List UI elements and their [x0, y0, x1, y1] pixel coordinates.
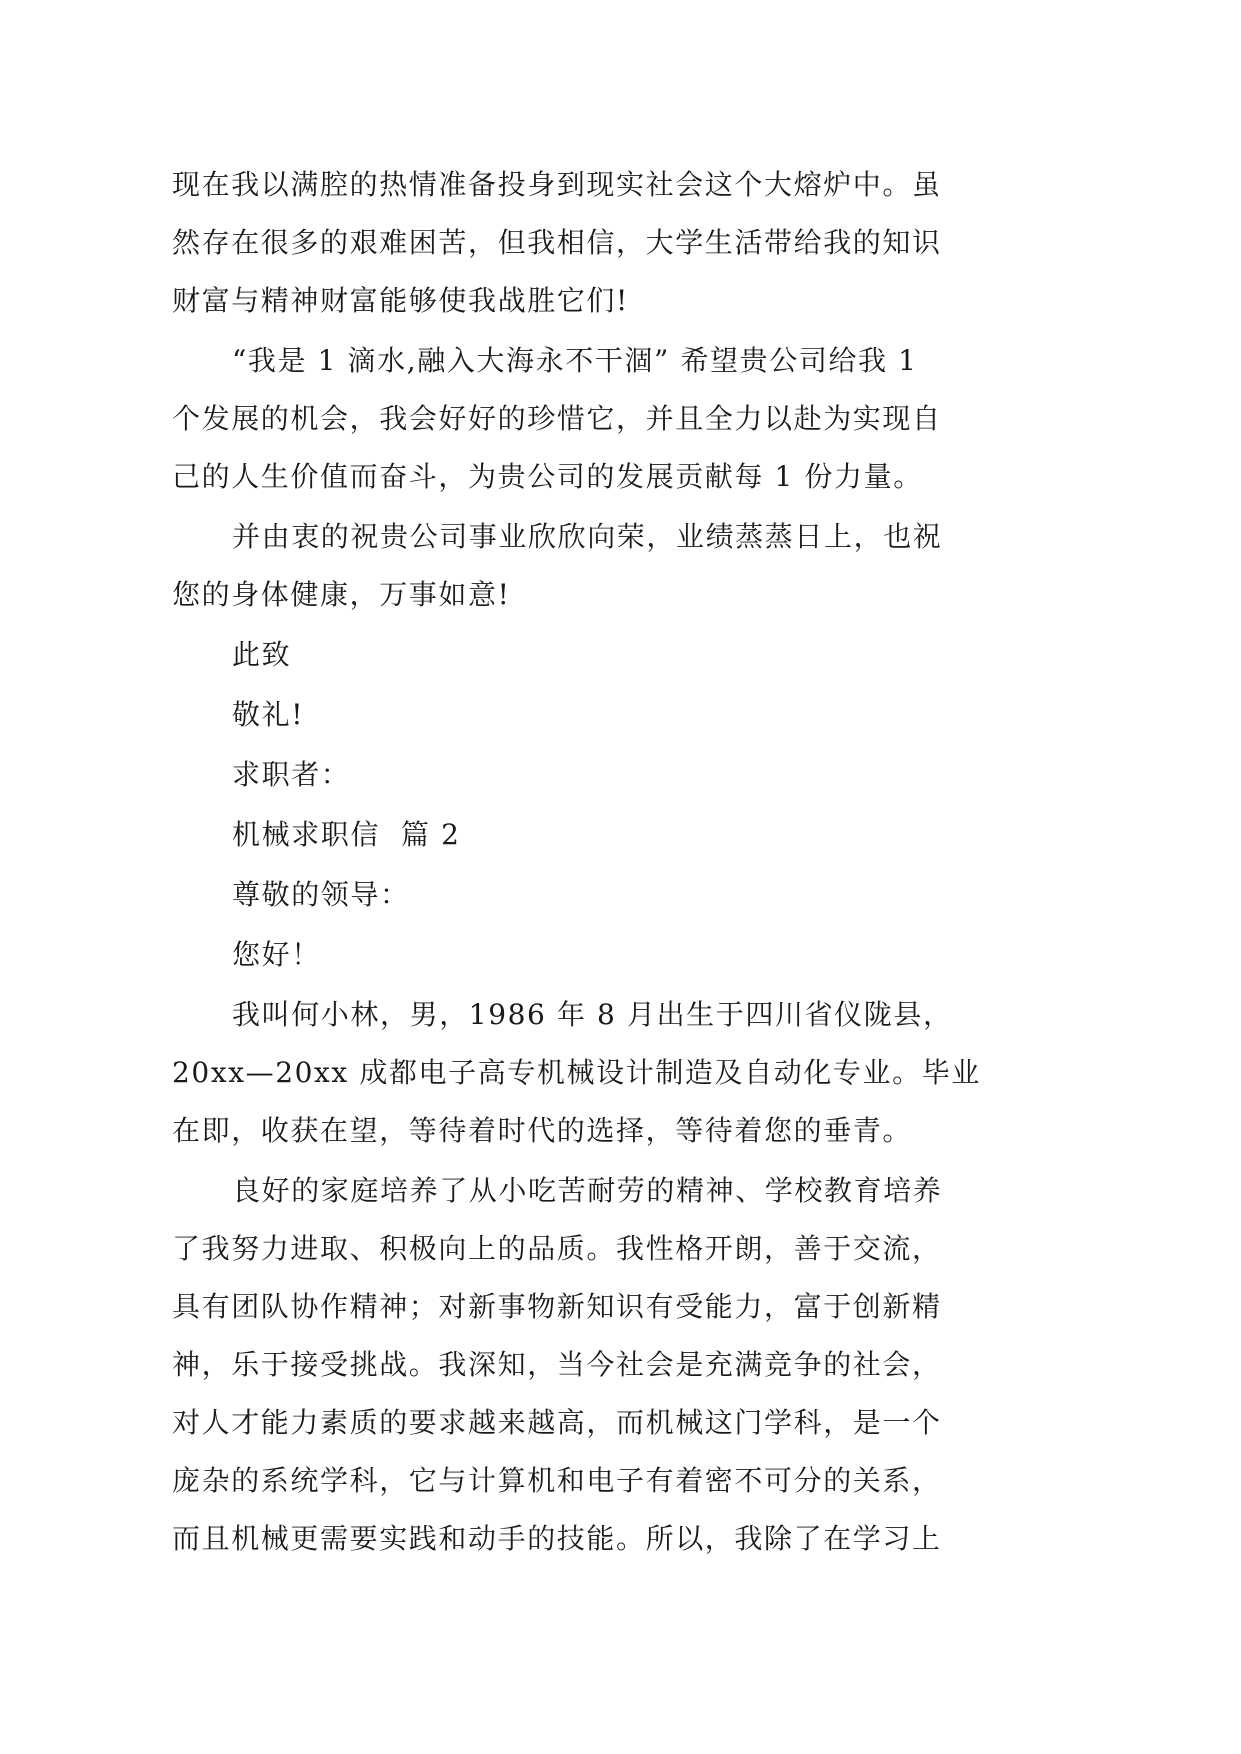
text-line: 财富与精神财富能够使我战胜它们! — [172, 284, 629, 317]
text-line: 现在我以满腔的热情准备投身到现实社会这个大熔炉中。虽 — [172, 168, 942, 201]
closing-salutation — [172, 626, 1072, 684]
paragraph — [172, 508, 1072, 624]
text-line: 神，乐于接受挑战。我深知，当今社会是充满竞争的社会， — [172, 1348, 942, 1381]
text-line: 敬礼! — [232, 698, 305, 731]
paragraph — [172, 156, 1072, 330]
text-line: 20xx—20xx 成都电子高专机械设计制造及自动化专业。毕业 — [172, 1056, 981, 1089]
text-line: 我叫何小林，男，1986 年 8 月出生于四川省仪陇县， — [232, 998, 953, 1031]
text-line: 庞杂的系统学科，它与计算机和电子有着密不可分的关系， — [172, 1464, 942, 1497]
text-line: 个发展的机会，我会好好的珍惜它，并且全力以赴为实现自 — [172, 402, 942, 435]
paragraph — [172, 332, 1072, 506]
greeting-addressee — [172, 866, 1072, 924]
greeting — [172, 926, 1072, 984]
text-line: 您好！ — [232, 938, 321, 971]
text-line: 然存在很多的艰难困苦，但我相信，大学生活带给我的知识 — [172, 226, 942, 259]
text-line: 对人才能力素质的要求越来越高，而机械这门学科，是一个 — [172, 1406, 942, 1439]
text-line: 良好的家庭培养了从小吃苦耐劳的精神、学校教育培养 — [232, 1174, 943, 1207]
paragraph — [172, 1162, 1072, 1568]
text-line: “我是 1 滴水,融入大海永不干涸” 希望贵公司给我 1 — [232, 344, 918, 377]
text-line: 而且机械更需要实践和动手的技能。所以，我除了在学习上 — [172, 1522, 942, 1555]
section-heading — [172, 806, 1072, 864]
paragraph — [172, 986, 1072, 1160]
text-line: 尊敬的领导： — [232, 878, 410, 911]
text-line: 己的人生价值而奋斗，为贵公司的发展贡献每 1 份力量。 — [172, 460, 923, 493]
document-body — [172, 156, 1072, 1568]
text-line: 机械求职信 篇 2 — [232, 818, 461, 851]
text-line: 此致 — [232, 638, 292, 671]
closing-regards — [172, 686, 1072, 744]
text-line: 您的身体健康，万事如意! — [172, 578, 511, 611]
text-line: 在即，收获在望，等待着时代的选择，等待着您的垂青。 — [172, 1114, 913, 1147]
signature-line — [172, 746, 1072, 804]
text-line: 求职者： — [232, 758, 351, 791]
text-line: 并由衷的祝贵公司事业欣欣向荣，业绩蒸蒸日上，也祝 — [232, 520, 943, 553]
text-line: 具有团队协作精神；对新事物新知识有受能力，富于创新精 — [172, 1290, 942, 1323]
text-line: 了我努力进取、积极向上的品质。我性格开朗，善于交流， — [172, 1232, 942, 1265]
